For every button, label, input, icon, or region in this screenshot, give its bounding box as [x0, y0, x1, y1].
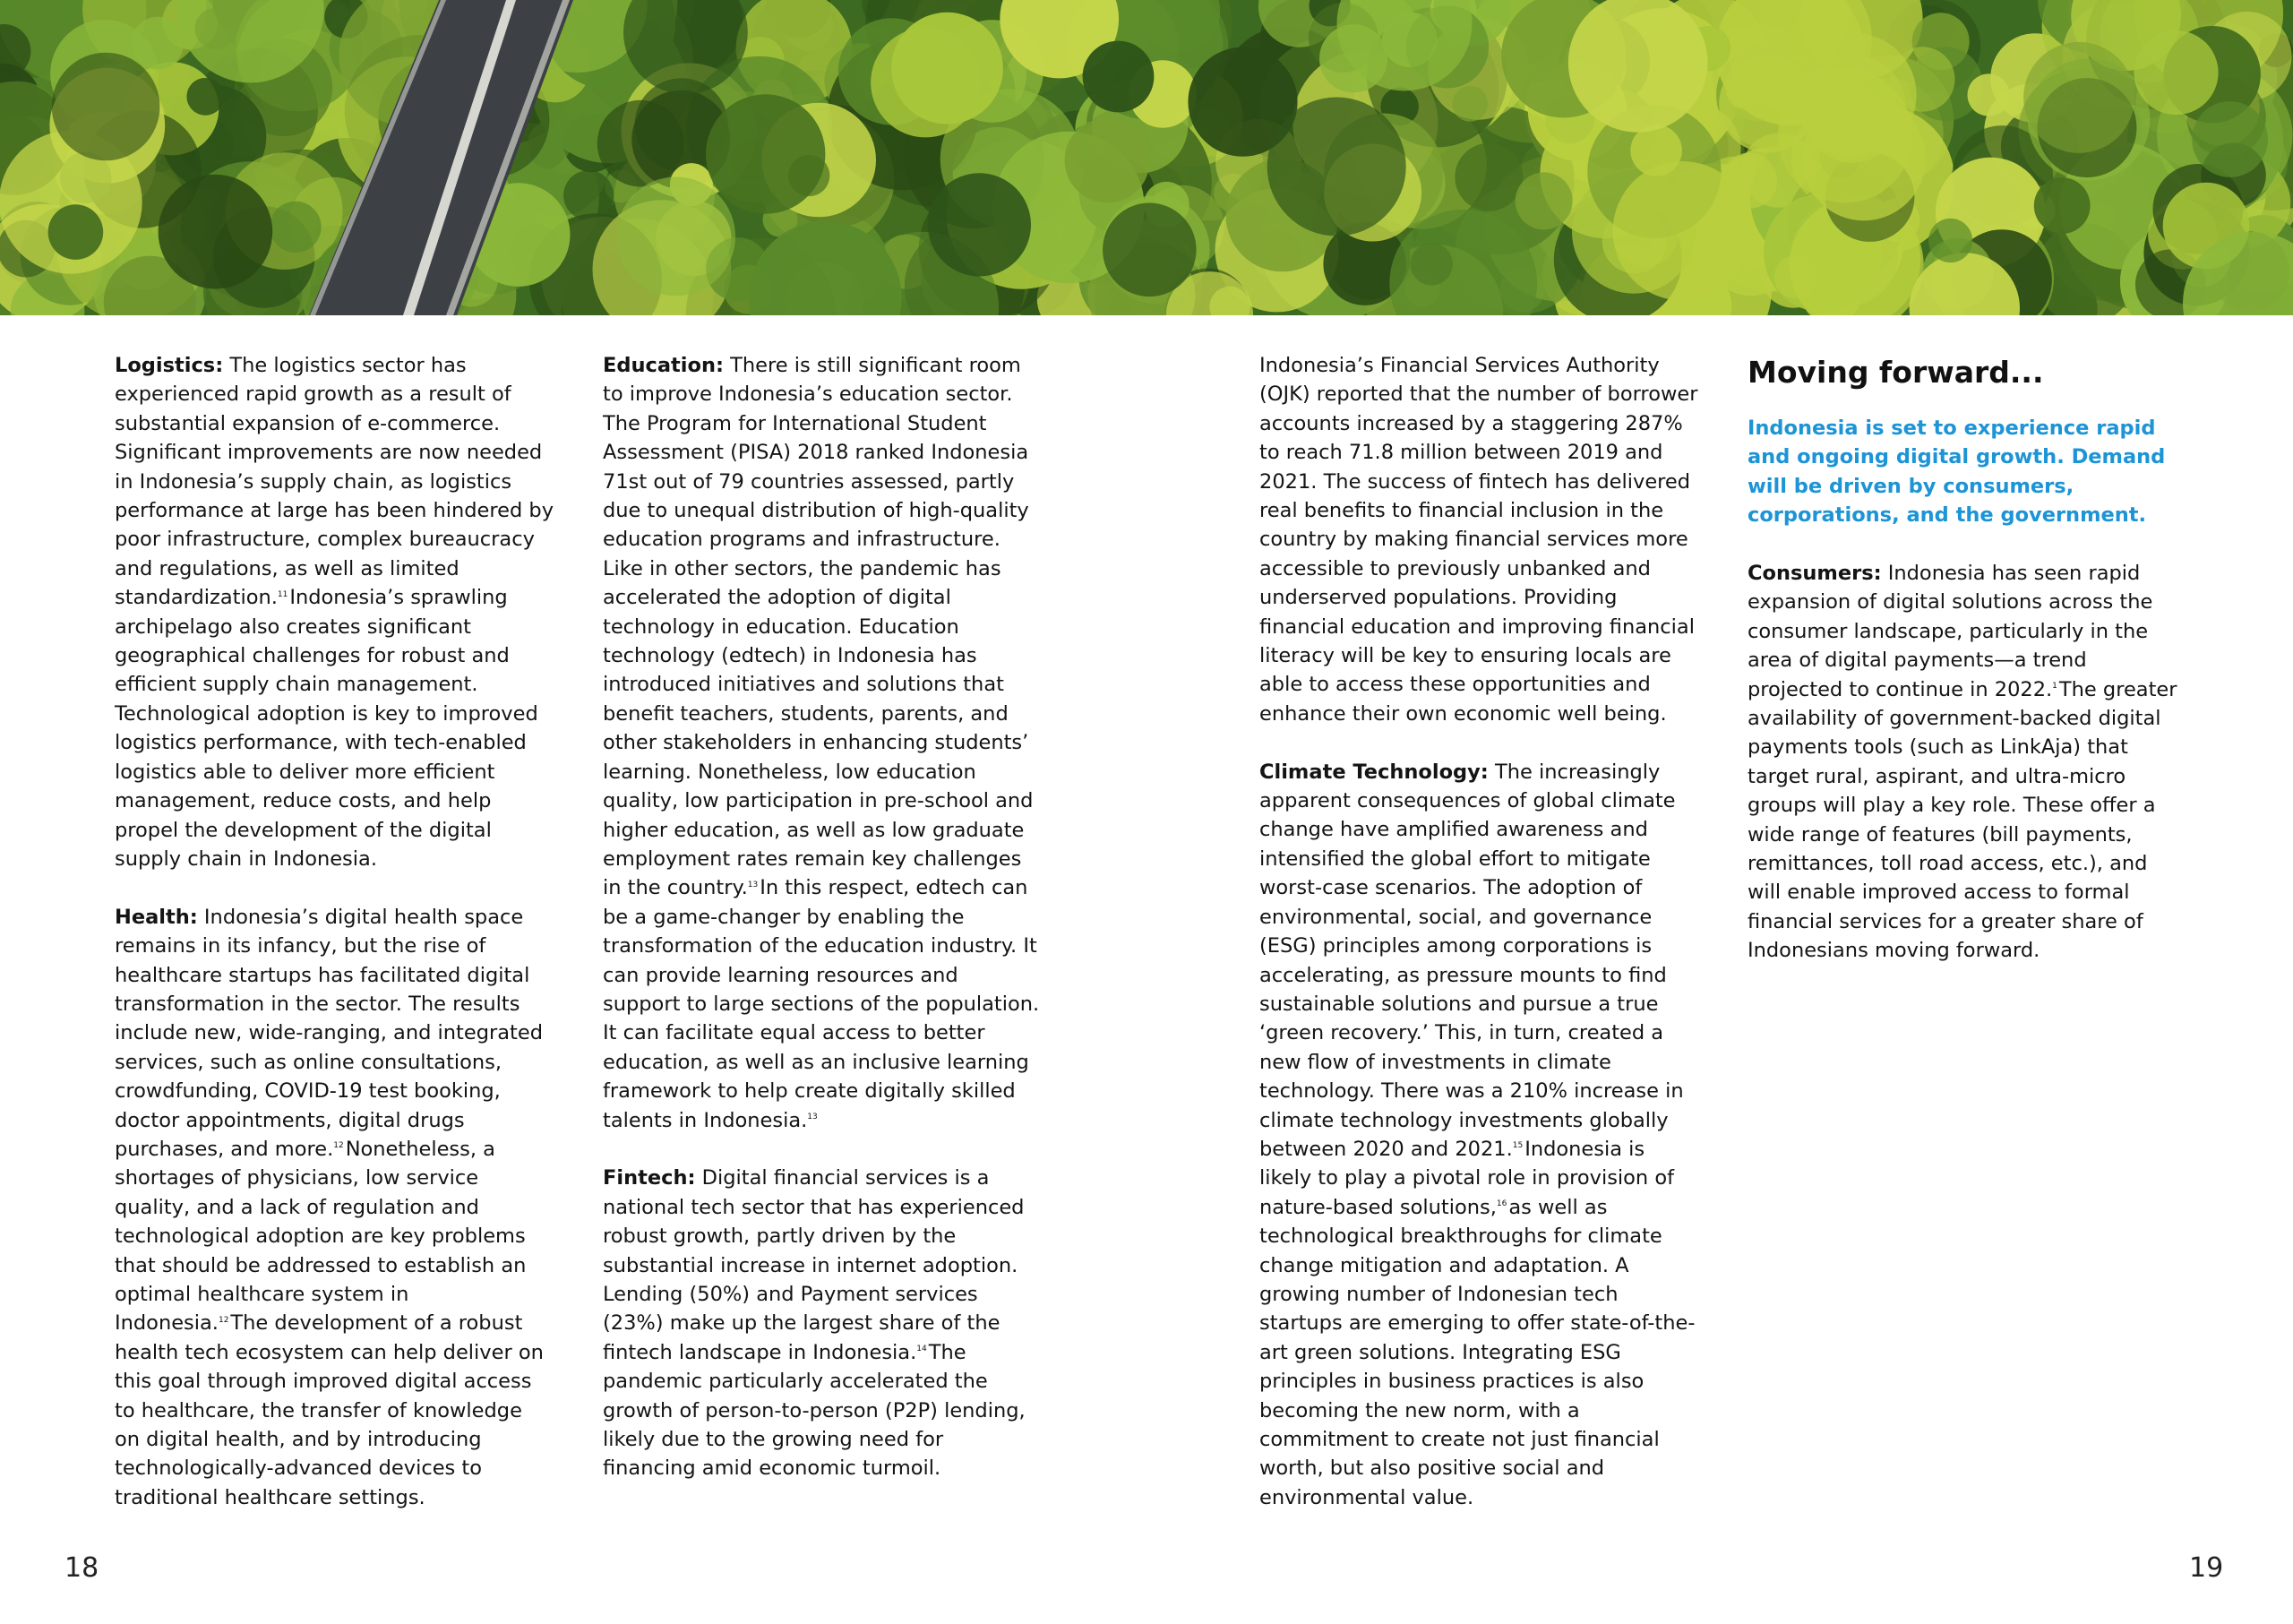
health-text-cont: Nonetheless, a shortages of physicians, low service quality, and a lack of regulation and technological adoption are key problems that should be addressed to establish an optimal healthcare system in Indonesia.: [115, 1137, 527, 1336]
aerial-forest-road-photo-icon: [0, 0, 2293, 315]
education-text-cont: In this respect, edtech can be a game-changer by enabling the transformation of the education industry. It can provide learning resources and support to large sections of the population. It can facilitate equal access to better education, as well as an inclusive learning framework to help create digitally skilled talents in Indonesia.: [603, 876, 1040, 1132]
climate-paragraph: [1259, 758, 1698, 1513]
column-4: [1748, 351, 2186, 994]
fintech-label: Fintech:: [603, 1166, 696, 1190]
column-3: [1259, 351, 1698, 1542]
education-text: There is still significant room to improve Indonesia’s education sector. The Program for International Student Assessment (PISA) 2018 ranked Indonesia 71st out of 79 countries assessed, partly due to unequal distribution of high-quality education programs and infrastructure. Like in other sectors, the pandemic has accelerated the adoption of digital technology in education. Education technology (edtech) in Indonesia has introduced initiatives and solutions that benefit teachers, students, parents, and other stakeholders in enhancing students’ learning. Nonetheless, low education quality, low participation in pre-school and higher education, as well as low graduate employment rates remain key challenges in the country.: [603, 354, 1034, 900]
consumers-text: Indonesia has seen rapid expansion of digital solutions across the consumer landscape, particularly in the area of digital payments—a trend projected to continue in 2022.: [1748, 562, 2153, 701]
logistics-paragraph: [115, 351, 554, 873]
footnote-ref: 13: [747, 880, 759, 889]
education-label: Education:: [603, 354, 724, 377]
footnote-ref: 12: [333, 1141, 344, 1151]
health-text-end: The development of a robust health tech ecosystem can help deliver on this goal through improved digital access to healthcare, the transfer of knowledge on digital health, and by introducing technologically-advanced devices to traditional healthcare settings.: [115, 1311, 544, 1509]
highlight-summary: Indonesia is set to experience rapid and ongoing digital growth. Demand will be driven by consumers, corporations, and the government.: [1748, 417, 2166, 528]
footnote-ref: 11: [277, 589, 288, 599]
footnote-ref: 14: [916, 1345, 927, 1354]
fintech-continued-paragraph: Indonesia’s Financial Services Authority (OJK) reported that the number of borrower accounts increased by a staggering 287% to reach 71.8 million between 2019 and 2021. The success of fintech has delivered real benefits to financial inclusion in the country by making financial services more accessible to previously unbanked and underserved populations. Providing financial education and improving financial literacy will be key to ensuring locals are able to access these opportunities and enhance their own economic well being.: [1259, 354, 1698, 726]
column-1: [115, 351, 554, 1542]
page-number-left: 18: [64, 1552, 99, 1584]
consumers-label: Consumers:: [1748, 562, 1882, 586]
hero-photo: [0, 0, 2293, 315]
footnote-ref: 15: [1512, 1141, 1524, 1151]
fintech-text: Digital financial services is a national tech sector that has experienced robust growth, partly driven by the substantial increase in internet adoption. Lending (50%) and Payment services (23%) make up the largest share of the fintech landscape in Indonesia.: [603, 1166, 1025, 1364]
footnote-ref: 12: [218, 1315, 229, 1325]
fintech-text-cont: The pandemic particularly accelerated the growth of person-to-person (P2P) lending, likely due to the growing need for financing amid economic turmoil.: [603, 1340, 1026, 1481]
fintech-paragraph: [603, 1164, 1042, 1482]
climate-text-cont: Indonesia is likely to play a pivotal role in provision of nature-based solutions,: [1259, 1137, 1675, 1219]
footnote-ref: 13: [807, 1113, 818, 1122]
climate-text-end: as well as technological breakthroughs for climate change mitigation and adaptation. A growing number of Indonesian tech startups are emerging to offer state-of-the-art green solutions. Integrating ESG principles in business practices is also becoming the new norm, with a commitment to create not just financial worth, but also positive social and environmental value.: [1259, 1195, 1696, 1509]
logistics-text-cont: Indonesia’s sprawling archipelago also creates significant geographical challenges for robust and efficient supply chain management. Technological adoption is key to improved logistics performance, with tech-enabled logistics able to deliver more efficient management, reduce costs, and help propel the development of the digital supply chain in Indonesia.: [115, 586, 538, 871]
consumers-text-cont: The greater availability of government-backed digital payments tools (such as LinkAja) that target rural, aspirant, and ultra-micro groups will play a key role. These offer a wide range of features (bill payments, remittances, toll road access, etc.), and will enable improved access to formal financial services for a greater share of Indonesians moving forward.: [1748, 677, 2177, 963]
column-2: [603, 351, 1042, 1512]
health-text: Indonesia’s digital health space remains in its infancy, but the rise of healthcare startups has facilitated digital transformation in the sector. The results include new, wide-ranging, and integrated services, such as online consultations, crowdfunding, COVID-19 test booking, doctor appointments, digital drugs purchases, and more.: [115, 905, 543, 1161]
page-number-right: 19: [2189, 1552, 2224, 1584]
health-label: Health:: [115, 905, 198, 929]
footnote-ref: 16: [1496, 1199, 1507, 1209]
section-heading: Moving forward...: [1748, 355, 2044, 390]
logistics-label: Logistics:: [115, 354, 224, 377]
climate-text: The increasingly apparent consequences of global climate change have amplified awareness and intensified the global effort to mitigate worst-case scenarios. The adoption of environmental, social, and governance (ESG) principles among corporations is accelerating, as pressure mounts to find sustainable solutions and pursue a true ‘green recovery.’ This, in turn, created a new flow of investments in climate technology. There was a 210% increase in climate technology investments globally between 2020 and 2021.: [1259, 760, 1684, 1161]
climate-label: Climate Technology:: [1259, 760, 1489, 784]
footnote-ref: 1: [2052, 682, 2057, 692]
education-paragraph: [603, 351, 1042, 1135]
logistics-text: The logistics sector has experienced rapid growth as a result of substantial expansion of e-commerce. Significant improvements are now needed in Indonesia’s supply chain, as logistics performance at large has been hindered by poor infrastructure, complex bureaucracy and regulations, as well as limited standardization.: [115, 354, 554, 610]
consumers-paragraph: [1748, 559, 2186, 966]
health-paragraph: [115, 903, 554, 1513]
